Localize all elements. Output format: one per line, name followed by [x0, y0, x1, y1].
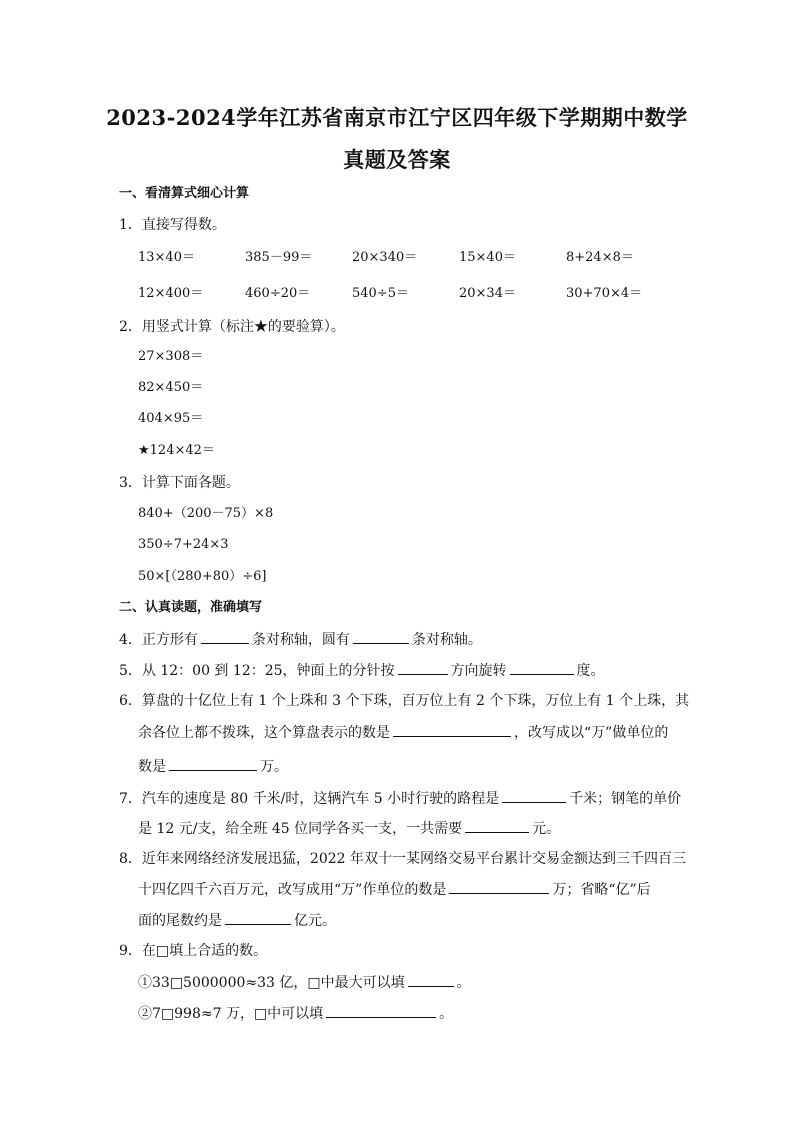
section-heading-1: 一、看清算式细心计算 — [119, 186, 250, 201]
question-text: 。 — [456, 975, 471, 991]
question-4 — [119, 628, 482, 651]
expression: 460÷20＝ — [245, 286, 311, 301]
expression: 15×40＝ — [459, 250, 516, 265]
question-5 — [119, 659, 605, 682]
question-text: 万；省略“亿”后 — [552, 882, 651, 898]
answer-blank[interactable] — [201, 628, 249, 644]
question-text: 亿元。 — [294, 913, 336, 929]
section-heading-2: 二、认真读题，准确填写 — [119, 600, 263, 615]
answer-blank[interactable] — [225, 909, 291, 925]
question-text: 数是 — [138, 759, 166, 775]
answer-blank[interactable] — [169, 755, 257, 771]
question-text: 方向旋转 — [450, 663, 507, 679]
question-6-line3 — [138, 755, 288, 778]
answer-blank[interactable] — [393, 721, 511, 737]
expression: 540÷5＝ — [352, 286, 409, 301]
question-text: 条对称轴，圆有 — [251, 632, 350, 648]
answer-blank[interactable] — [502, 787, 566, 803]
answer-blank[interactable] — [353, 628, 409, 644]
answer-blank[interactable] — [326, 1002, 436, 1018]
expression: 20×34＝ — [459, 286, 516, 301]
expression: 350÷7+24×3 — [138, 537, 229, 552]
question-9-label: 9．在□填上合适的数。 — [119, 943, 268, 959]
question-text: 5．从 12：00 到 12：25，钟面上的分针按 — [119, 663, 395, 679]
question-9-part2 — [138, 1002, 453, 1025]
answer-blank[interactable] — [465, 817, 529, 833]
expression: 840+（200－75）×8 — [138, 506, 274, 521]
question-7-line1 — [119, 787, 681, 810]
question-8-line1: 8．近年来网络经济发展迅猛，2022 年双十一某网络交易平台累计交易金额达到三千四百三 — [119, 851, 686, 867]
answer-blank[interactable] — [449, 878, 549, 894]
question-text: 万。 — [260, 759, 288, 775]
question-text: ②7□998≈7 万，□中可以填 — [138, 1006, 324, 1022]
question-text: 面的尾数约是 — [138, 913, 222, 929]
expression: 50×[（280+80）÷6] — [138, 569, 267, 584]
document-title-line2: 真题及答案 — [343, 147, 451, 172]
question-7-line2 — [138, 817, 560, 840]
expression: ★124×42＝ — [138, 443, 215, 458]
question-2-label: 2．用竖式计算（标注★的要验算）。 — [119, 319, 345, 335]
question-text: 千米；钢笔的单价 — [569, 791, 682, 807]
document-title: 2023-2024学年江苏省南京市江宁区四年级下学期期中数学 — [106, 105, 688, 130]
question-text: 条对称轴。 — [411, 632, 482, 648]
question-text: 7．汽车的速度是 80 千米/时，这辆汽车 5 小时行驶的路程是 — [119, 791, 500, 807]
expression: 27×308＝ — [138, 349, 204, 364]
question-text: 是 12 元/支，给全班 45 位同学各买一支，一共需要 — [138, 821, 463, 837]
expression: 12×400＝ — [138, 286, 204, 301]
expression: 13×40＝ — [138, 250, 195, 265]
expression: 30+70×4＝ — [566, 286, 643, 301]
question-text: 。 — [439, 1006, 454, 1022]
question-9-part1 — [138, 971, 471, 994]
question-text: ，改写成以“万”做单位的 — [514, 725, 669, 741]
answer-blank[interactable] — [398, 659, 448, 675]
question-3-label: 3．计算下面各题。 — [119, 475, 240, 491]
question-text: 度。 — [576, 663, 605, 679]
question-8-line2 — [138, 878, 651, 901]
question-6-line2 — [138, 721, 668, 744]
question-1-label: 1．直接写得数。 — [119, 217, 226, 233]
expression: 404×95＝ — [138, 411, 204, 426]
question-6-line1: 6．算盘的十亿位上有 1 个上珠和 3 个下珠，百万位上有 2 个下珠，万位上有 1 个上珠，其 — [119, 693, 690, 709]
question-text: ①33□5000000≈33 亿，□中最大可以填 — [138, 975, 405, 991]
question-text: 余各位上都不拨珠，这个算盘表示的数是 — [138, 725, 390, 741]
answer-blank[interactable] — [510, 659, 574, 675]
question-text: 元。 — [532, 821, 561, 837]
expression: 8+24×8＝ — [566, 250, 634, 265]
expression: 82×450＝ — [138, 380, 204, 395]
question-8-line3 — [138, 909, 336, 932]
question-text: 4．正方形有 — [119, 632, 198, 648]
question-text: 十四亿四千六百万元，改写成用“万”作单位的数是 — [138, 882, 447, 898]
expression: 385－99＝ — [245, 250, 313, 265]
answer-blank[interactable] — [408, 971, 454, 987]
expression: 20×340＝ — [352, 250, 418, 265]
